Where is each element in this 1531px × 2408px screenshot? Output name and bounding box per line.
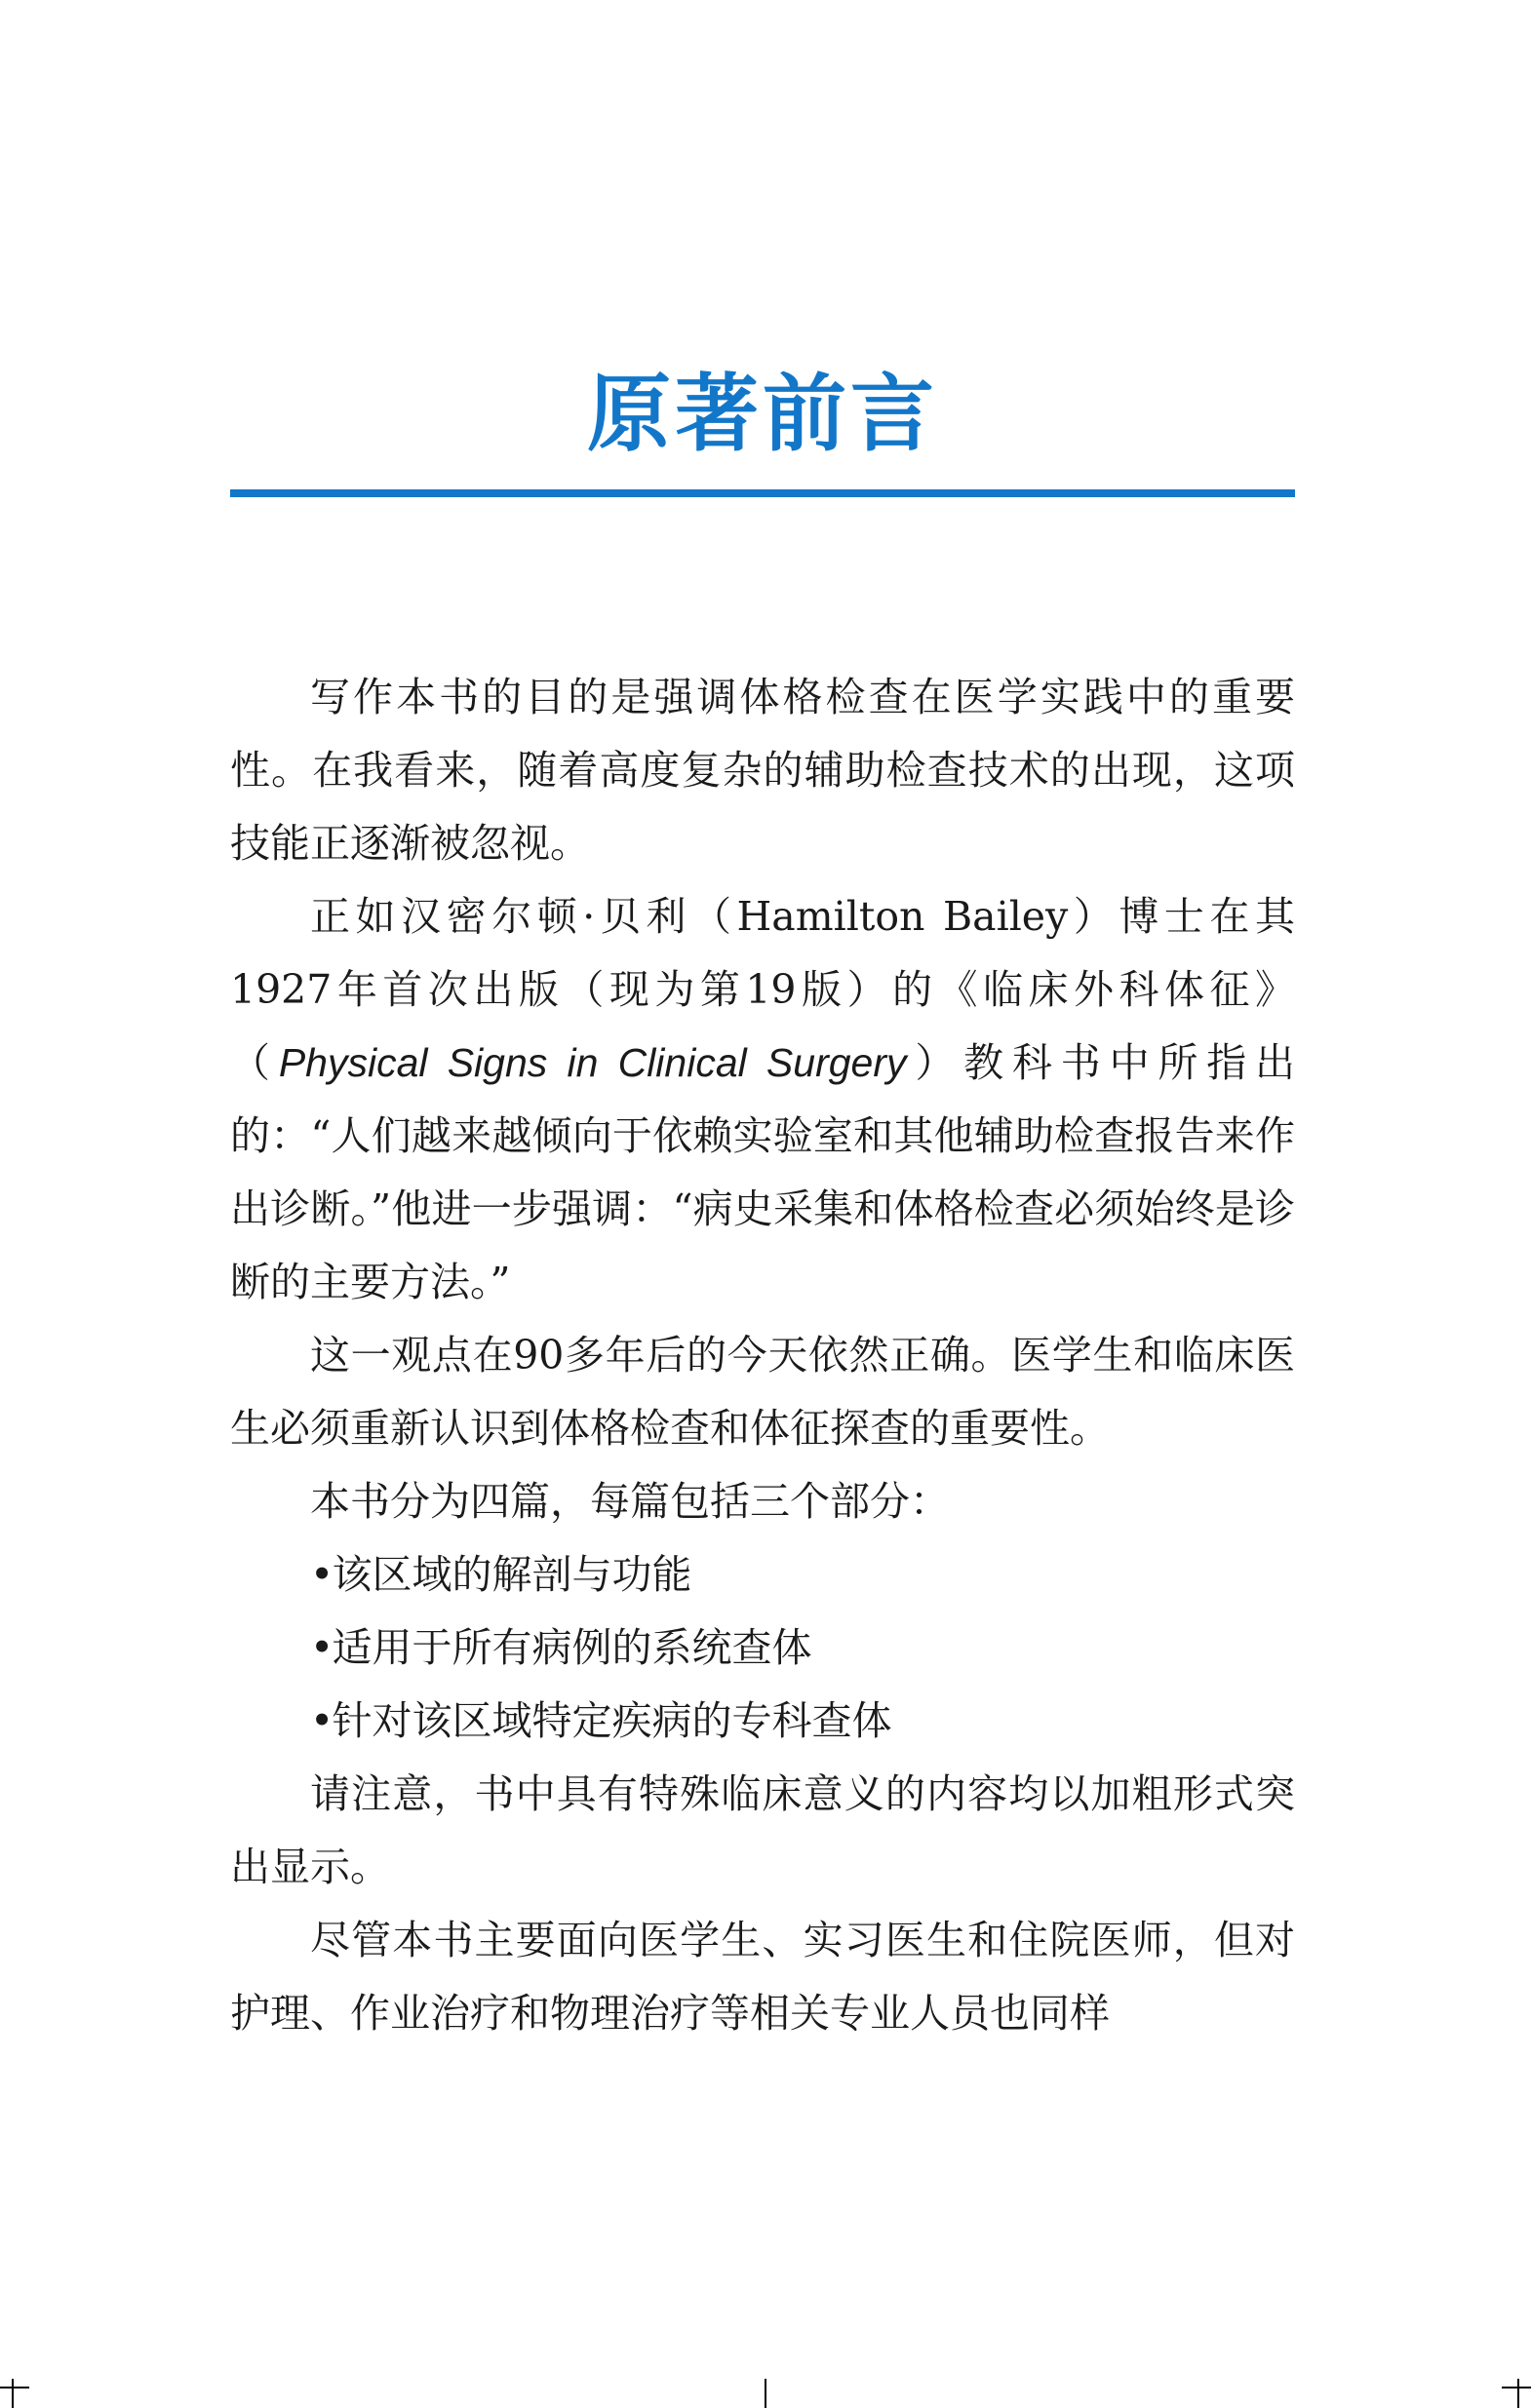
crop-mark [1502,2387,1531,2389]
crop-mark [0,2387,29,2389]
list-item [230,1612,1295,1685]
title-underline [230,489,1295,497]
bullet-icon: • [310,1551,334,1598]
paragraph-still-valid: 这一观点在90多年后的今天依然正确。医学生和临床医生必须重新认识到体格检查和体征探查的重要性。 [230,1332,1295,1452]
bullet-icon: • [310,1624,334,1671]
list-item-text: 适用于所有病例的系统查体 [332,1624,812,1671]
paragraph-bailey-quote [230,880,1295,1319]
paragraph-bailey-text-end: ）教科书中所指出的：“人们越来越倾向于依赖实验室和其他辅助检查报告来作出诊断。”他进一步强调：“病史采集和体格检查必须始终是诊断的主要方法。” [230,1039,1296,1305]
crop-mark [12,2379,14,2408]
list-item [230,1685,1295,1758]
page-title: 原著前言 [587,366,938,463]
list-item-text: 该区域的解剖与功能 [332,1551,692,1598]
bullet-icon: • [310,1697,334,1744]
list-item-text: 针对该区域特定疾病的专科查体 [332,1697,892,1744]
paragraph-bailey-text-start: 正如汉密尔顿·贝利（Hamilton Bailey）博士在其1927年首次出版（现为第19版）的《临床外科体征》（ [230,893,1295,1086]
paragraph-audience: 尽管本书主要面向医学生、实习医生和住院医师，但对护理、作业治疗和物理治疗等相关专业人员也同样 [230,1917,1295,2037]
book-title-english: Physical Signs in Clinical Surgery [278,1040,907,1085]
crop-mark [1517,2379,1519,2408]
paragraph-purpose: 写作本书的目的是强调体格检查在医学实践中的重要性。在我看来，随着高度复杂的辅助检查技术的出现，这项技能正逐渐被忽视。 [230,674,1295,867]
crop-mark [765,2379,766,2408]
paragraph-bold-note: 请注意，书中具有特殊临床意义的内容均以加粗形式突出显示。 [230,1770,1295,1890]
list-item [230,1538,1295,1612]
body-text [230,661,1295,2050]
paragraph-book-structure: 本书分为四篇，每篇包括三个部分： [310,1478,950,1525]
